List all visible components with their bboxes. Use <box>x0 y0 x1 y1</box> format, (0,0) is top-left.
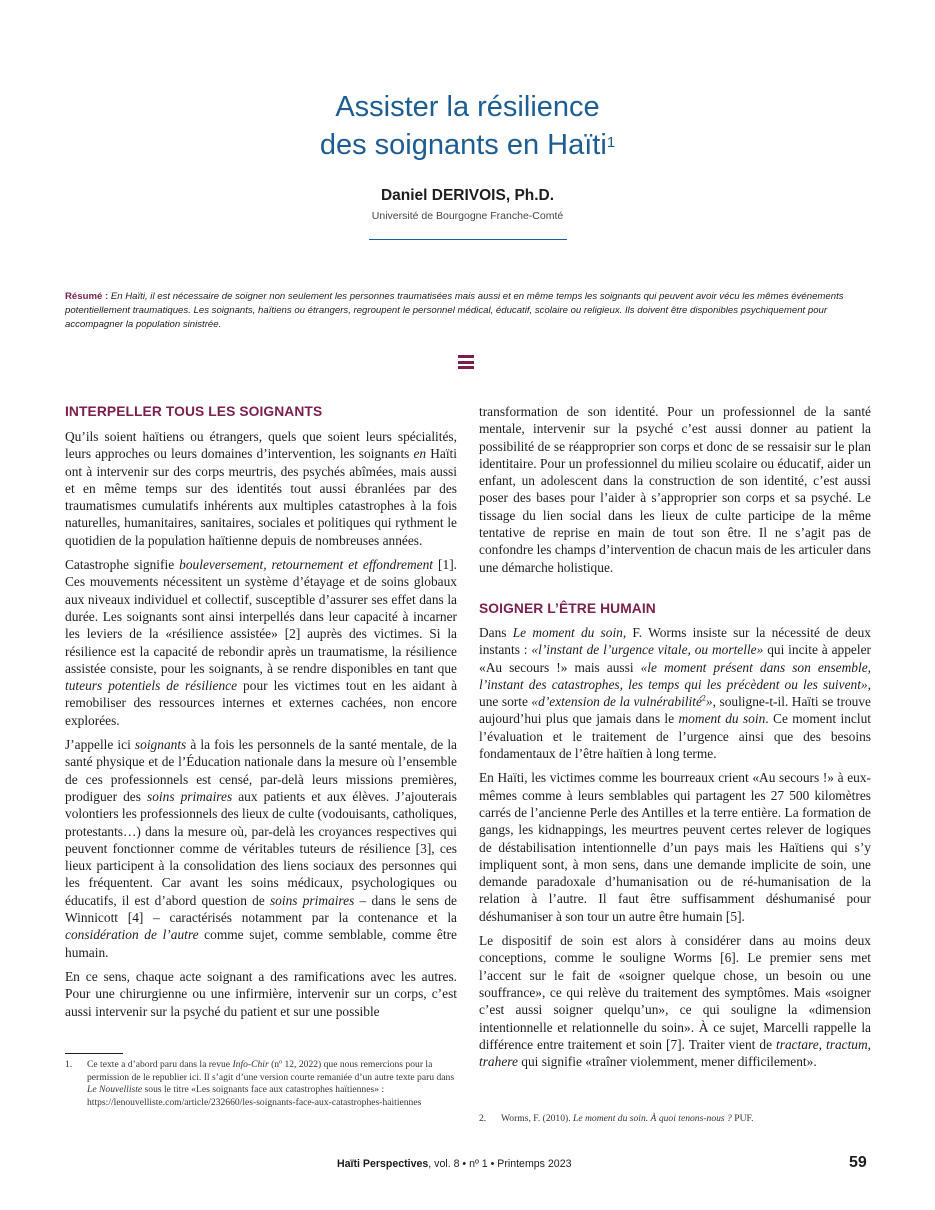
paragraph: En Haïti, les victimes comme les bourreaux crient «Au secours !» à eux-mêmes comme à leurs semblables qui partagent les 27 500 kilomètres carrés de l’ancienne Perle des Antilles et la terre entière. La formation de gangs, les kidnappings, les meurtres peuvent certes relever de logiques de déstabilisation intentionnelle d’un pays mais les Haïtiens qui s’y impliquent sont, à mon sens, dans une demande implicite de soin, une demande paradoxale d’humanisation ou de ré-humanisation de la relation à l’autre. Il faut être suffisamment déshumanisé pour déshumaniser à son tour un autre être humain [5]. <box>479 770 871 924</box>
section-heading-interpeller: INTERPELLER TOUS LES SOIGNANTS <box>65 404 323 419</box>
paragraph: Catastrophe signifie bouleversement, retournement et effondrement [1]. Ces mouvements nécessitent un système d’étayage et de soins globaux aux niveaux individuel et collectif, susceptible d’assurer ses effet dans la durée. Les soignants sont ainsi interpellés dans leur capacité à incarner les leviers de la «résilience assistée» [2] auprès des victimes. Si la résilience est la capacité de rebondir après un traumatisme, la résilience assistée consiste, pour les soignants, à se rendre disponibles en tant que tuteurs potentiels de résilience pour les victimes tout en les aidant à remobiliser des ressources internes et externes cachées, non encore explorées. <box>65 557 458 728</box>
footnote-number: 2. <box>479 1113 487 1124</box>
abstract-label: Résumé : <box>65 291 109 302</box>
title-line-2: des soignants en Haïti$^1$ <box>319 129 616 161</box>
paragraph: Dans Le moment du soin, F. Worms insiste sur la nécessité de deux instants : «l’instant de l’urgence vitale, ou mortelle» qui incite à appeler «Au secours !» mais aussi «le moment présent dans son ensemble, l’instant des catastrophes, les temps qui les précèdent ou les suivent», une sorte «d’extension de la vulnérabilité$^2$», souligne-t-il. Haïti se trouve aujourd’hui plus que jamais dans le moment du soin. Ce moment inclut l’évaluation et le traitement de l’urgence ainsi que des besoins fondamentaux de l’être haïtien à long terme. <box>479 624 872 762</box>
page-number: 59 <box>849 1154 867 1171</box>
footnote-number: 1. <box>65 1059 73 1070</box>
paragraph: Le dispositif de soin est alors à considérer dans au moins deux conceptions, comme le souligne Worms [6]. Le premier sens met l’accent sur le fait de «soigner quelque chose, un besoin ou une souffrance», ce qui relève du traitement des symptômes. Mais «soigner c’est aussi soigner quelqu’un», ce qui souligne la «dimension intentionnelle et relationnelle du soin». À ce sujet, Marcelli rappelle la différence entre traitement et soin [7]. Traiter vient de tractare, tractum, trahere qui signifie «traîner violemment, mener difficilement». <box>479 933 872 1070</box>
paragraph: J’appelle ici soignants à la fois les personnels de la santé mentale, de la santé physique et de l’Éducation nationale dans la mesure où l’ensemble de ces professionnels est censé, par-delà leurs missions premières, prodiguer des soins primaires aux patients et aux élèves. J’ajouterais volontiers les professionnels des lieux de culte (vodouisants, catholiques, protestants…) dans la mesure où, par-delà les croyances respectives qui peuvent fonctionner comme de véritables tuteurs de résilience [3], ces lieux participent à la consolidation des liens sociaux des personnes qui les fréquentent. Car avant les soins médicaux, psychologiques ou éducatifs, il est d’abord question de soins primaires – dans le sens de Winnicott [4] – caractérisés notamment par la contenance et la considération de l’autre comme sujet, comme semblable, comme être humain. <box>65 737 458 960</box>
title-divider <box>369 239 567 240</box>
paragraph: transformation de son identité. Pour un professionnel de la santé mentale, intervenir sur la psyché c’est aussi donner au patient la possibilité de se réapproprier son corps et donc de se ressaisir sur le plan identitaire. Pour un professionnel du milieu scolaire ou éducatif, aider un enfant, un adolescent dans la construction de son identité, c’est aussi poser des bases pour l’aider à s’approprier son corps et sa psyché. Le tissage du lien social dans les lieux de culte participe de la même tentative de reprise en main de tout son être. Il ne s’agit pas de confondre les champs d’intervention de chacun mais de les articuler dans une démarche holistique. <box>479 404 871 575</box>
title-footnote-ref[interactable]: 1 <box>606 134 616 151</box>
author-affiliation: Université de Bourgogne Franche-Comté <box>371 210 564 222</box>
footnote-1: 1. Ce texte a d’abord paru dans la revue Info-Chir (nº 12, 2022) que nous remercions pour la permission de le republier ici. Il s’agit d’une version courte remaniée d’un autre texte paru dans Le Nouvelliste sous le titre «Les soignants face aux catastrophes haïtiennes» : https://lenouvelliste.com/article/232660/les-soignants-face-aux-catastrophes-haitiennes <box>65 1059 455 1108</box>
author-name: Daniel DERIVOIS, Ph.D. <box>380 187 555 204</box>
title-line-1: Assister la résilience <box>335 91 600 123</box>
section-heading-soigner: SOIGNER L’ÊTRE HUMAIN <box>479 600 656 616</box>
left-column <box>65 403 457 1020</box>
menu-bars-icon <box>458 355 474 369</box>
paragraph: En ce sens, chaque acte soignant a des ramifications avec les autres. Pour une chirurgienne ou une infirmière, intervenir sur un corps, c’est aussi intervenir sur la psyché du patient et sur une possible <box>65 968 457 1019</box>
footnote-divider <box>65 1053 123 1054</box>
article-title <box>0 88 935 164</box>
journal-citation: Haïti Perspectives, vol. 8 • nº 1 • Printemps 2023 <box>337 1158 572 1170</box>
journal-name: Haïti Perspectives <box>337 1158 429 1170</box>
footnote-ref-2[interactable]: 2 <box>701 693 706 703</box>
abstract <box>65 290 871 332</box>
footnote-2: 2. Worms, F. (2010). Le moment du soin. À quoi tenons-nous ? PUF. <box>479 1113 754 1124</box>
right-column <box>479 403 871 1070</box>
abstract-text: En Haïti, il est nécessaire de soigner non seulement les personnes traumatisées mais aussi et en même temps les soignants qui peuvent avoir vécu les mêmes événements potentiellement traumatiques. Les soignants, haïtiens ou étrangers, regroupent le personnel médical, éducatif, scolaire ou religieux. Ils doivent être disponibles psychiquement pour accompagner la population sinistrée. <box>65 291 844 330</box>
paragraph: Qu’ils soient haïtiens ou étrangers, quels que soient leurs spécialités, leurs approches ou leurs domaines d’intervention, les soignants en Haïti ont à intervenir sur des corps meurtris, des psychés abîmées, mais aussi et en même temps sur des identités tout aussi ébranlées par des traumatismes cumulatifs inhérents aux multiples catastrophes à la fois naturelles, humanitaires, sanitaires, sociales et politiques qui rythment le quotidien de la population haïtienne depuis de nombreuses années. <box>65 429 457 548</box>
